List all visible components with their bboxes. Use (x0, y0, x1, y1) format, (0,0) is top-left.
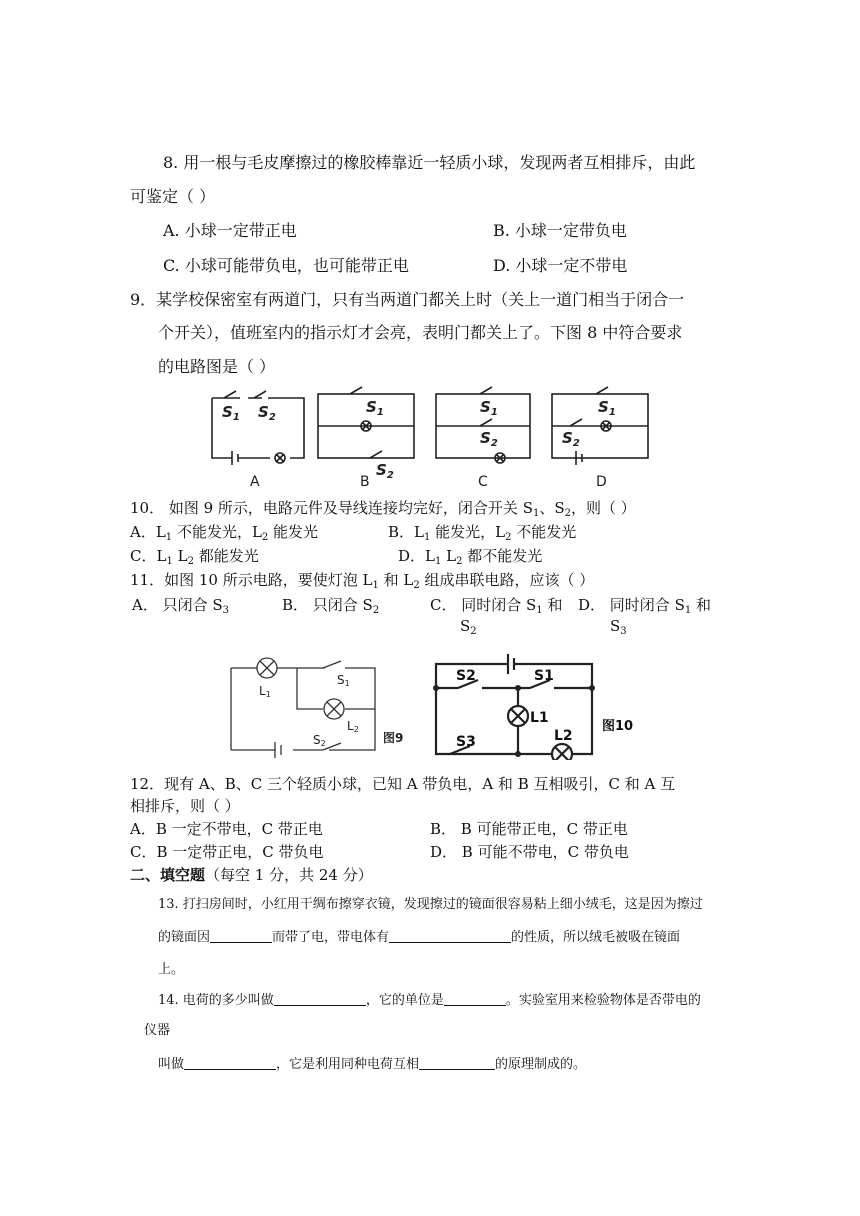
figure-9 (225, 650, 415, 760)
fig10-l2: L2 (554, 728, 573, 744)
q8-option-b: B. 小球一定带负电 (493, 221, 627, 240)
fig10-s2: S2 (456, 668, 476, 684)
section-2-heading: 二、填空题（每空 1 分，共 24 分） (130, 866, 373, 884)
q8-option-a: A. 小球一定带正电 (163, 221, 297, 240)
fig10-caption: 图10 (602, 719, 634, 734)
q14-line3: 叫做 ，它是利用同种电荷互相 的原理制成的。 (158, 1057, 587, 1072)
q12-option-c: C．B 一定带正电，C 带负电 (130, 843, 324, 861)
q9-line3: 的电路图是（ ） (158, 357, 276, 376)
q9-line1: 9．某学校保密室有两道门，只有当两道门都关上时（关上一道门相当于闭合一 (130, 290, 685, 309)
fig9-s1: S1 (337, 673, 350, 688)
fig9-caption: 图9 (383, 731, 404, 745)
label-c-s2: $S_2$ (480, 429, 498, 449)
label-c-s1: $S_1$ (480, 398, 498, 418)
label-b: B (360, 474, 370, 490)
q14-line1: 14. 电荷的多少叫做 ，它的单位是 。实验室用来检验物体是否带电的 (158, 993, 701, 1008)
q11-option-d: D． 同时闭合 $S_1$ 和 (578, 596, 711, 616)
q8-line1: 8. 用一根与毛皮摩擦过的橡胶棒靠近一轻质小球，发现两者互相排斥，由此 (163, 153, 696, 172)
q11-option-d-cont: $S_3$ (610, 617, 627, 637)
label-c: C (478, 474, 488, 490)
q8-option-c: C. 小球可能带负电，也可能带正电 (163, 256, 409, 275)
label-d: D (596, 474, 607, 490)
label-a-s1: $S_1$ (222, 403, 240, 423)
q11-option-a: A． 只闭合 $S_3$ (132, 596, 230, 616)
label-a-s2: $S_2$ (258, 403, 276, 423)
q14-blank-4[interactable] (419, 1055, 495, 1070)
q13-blank-1[interactable] (210, 928, 272, 943)
q10-option-c: C．$L_1$ $L_2$ 都能发光 (130, 547, 259, 567)
label-b-s1: $S_1$ (366, 398, 384, 418)
fig10-s3: S3 (456, 734, 476, 750)
q10-option-b: B．$L_1$ 能发光，$L_2$ 不能发光 (388, 523, 577, 543)
q10-line1: 10． 如图 9 所示，电路元件及导线连接均完好，闭合开关 $S_1$、$S_2$，则（ ） (130, 499, 636, 519)
q12-line2: 相排斥，则（ ） (130, 797, 240, 815)
q8-option-d: D. 小球一定不带电 (493, 256, 628, 275)
label-b-s2: $S_2$ (376, 461, 394, 481)
label-d-s2: $S_2$ (562, 429, 580, 449)
q11-option-b: B． 只闭合 $S_2$ (282, 596, 380, 616)
q8-line2: 可鉴定（ ） (130, 187, 216, 206)
q11-line1: 11．如图 10 所示电路，要使灯泡 $L_1$ 和 $L_2$ 组成串联电路，应该（ ） (130, 571, 595, 591)
q13-blank-2[interactable] (389, 928, 511, 943)
figure-10 (430, 646, 640, 760)
label-d-s1: $S_1$ (598, 398, 616, 418)
q13-line3: 上。 (158, 962, 185, 977)
label-a: A (250, 474, 260, 490)
q12-option-b: B． B 可能带正电，C 带正电 (430, 820, 628, 838)
q12-line1: 12．现有 A、B、C 三个轻质小球，已知 A 带负电，A 和 B 互相吸引，C 和 A 互 (130, 775, 676, 793)
q9-line2: 个开关），值班室内的指示灯才会亮，表明门都关上了。下图 8 中符合要求 (158, 323, 683, 342)
q12-option-a: A．B 一定不带电，C 带正电 (130, 820, 323, 838)
fig9-l1: L1 (259, 684, 271, 699)
q11-option-c-cont: $S_2$ (460, 617, 477, 637)
q10-option-a: A．$L_1$ 不能发光，$L_2$ 能发光 (130, 523, 319, 543)
q11-option-c: C． 同时闭合 $S_1$ 和 (430, 596, 563, 616)
q14-blank-3[interactable] (184, 1055, 276, 1070)
fig10-s1: S1 (534, 668, 554, 684)
q13-line2: 的镜面因 而带了电，带电体有 的性质，所以绒毛被吸在镜面 (158, 930, 681, 945)
figure-8-circuits (200, 385, 660, 495)
q14-line2: 仪器 (144, 1023, 171, 1038)
q12-option-d: D． B 可能不带电，C 带负电 (430, 843, 629, 861)
fig9-l2: L2 (347, 719, 359, 734)
q10-option-d: D．$L_1$ $L_2$ 都不能发光 (398, 547, 543, 567)
fig9-s2: S2 (313, 733, 326, 748)
q13-line1: 13. 打扫房间时，小红用干绸布擦穿衣镜，发现擦过的镜面很容易粘上细小绒毛，这是因为擦过 (158, 897, 703, 912)
q14-blank-1[interactable] (274, 991, 366, 1006)
q14-blank-2[interactable] (444, 991, 506, 1006)
fig10-l1: L1 (530, 710, 549, 726)
